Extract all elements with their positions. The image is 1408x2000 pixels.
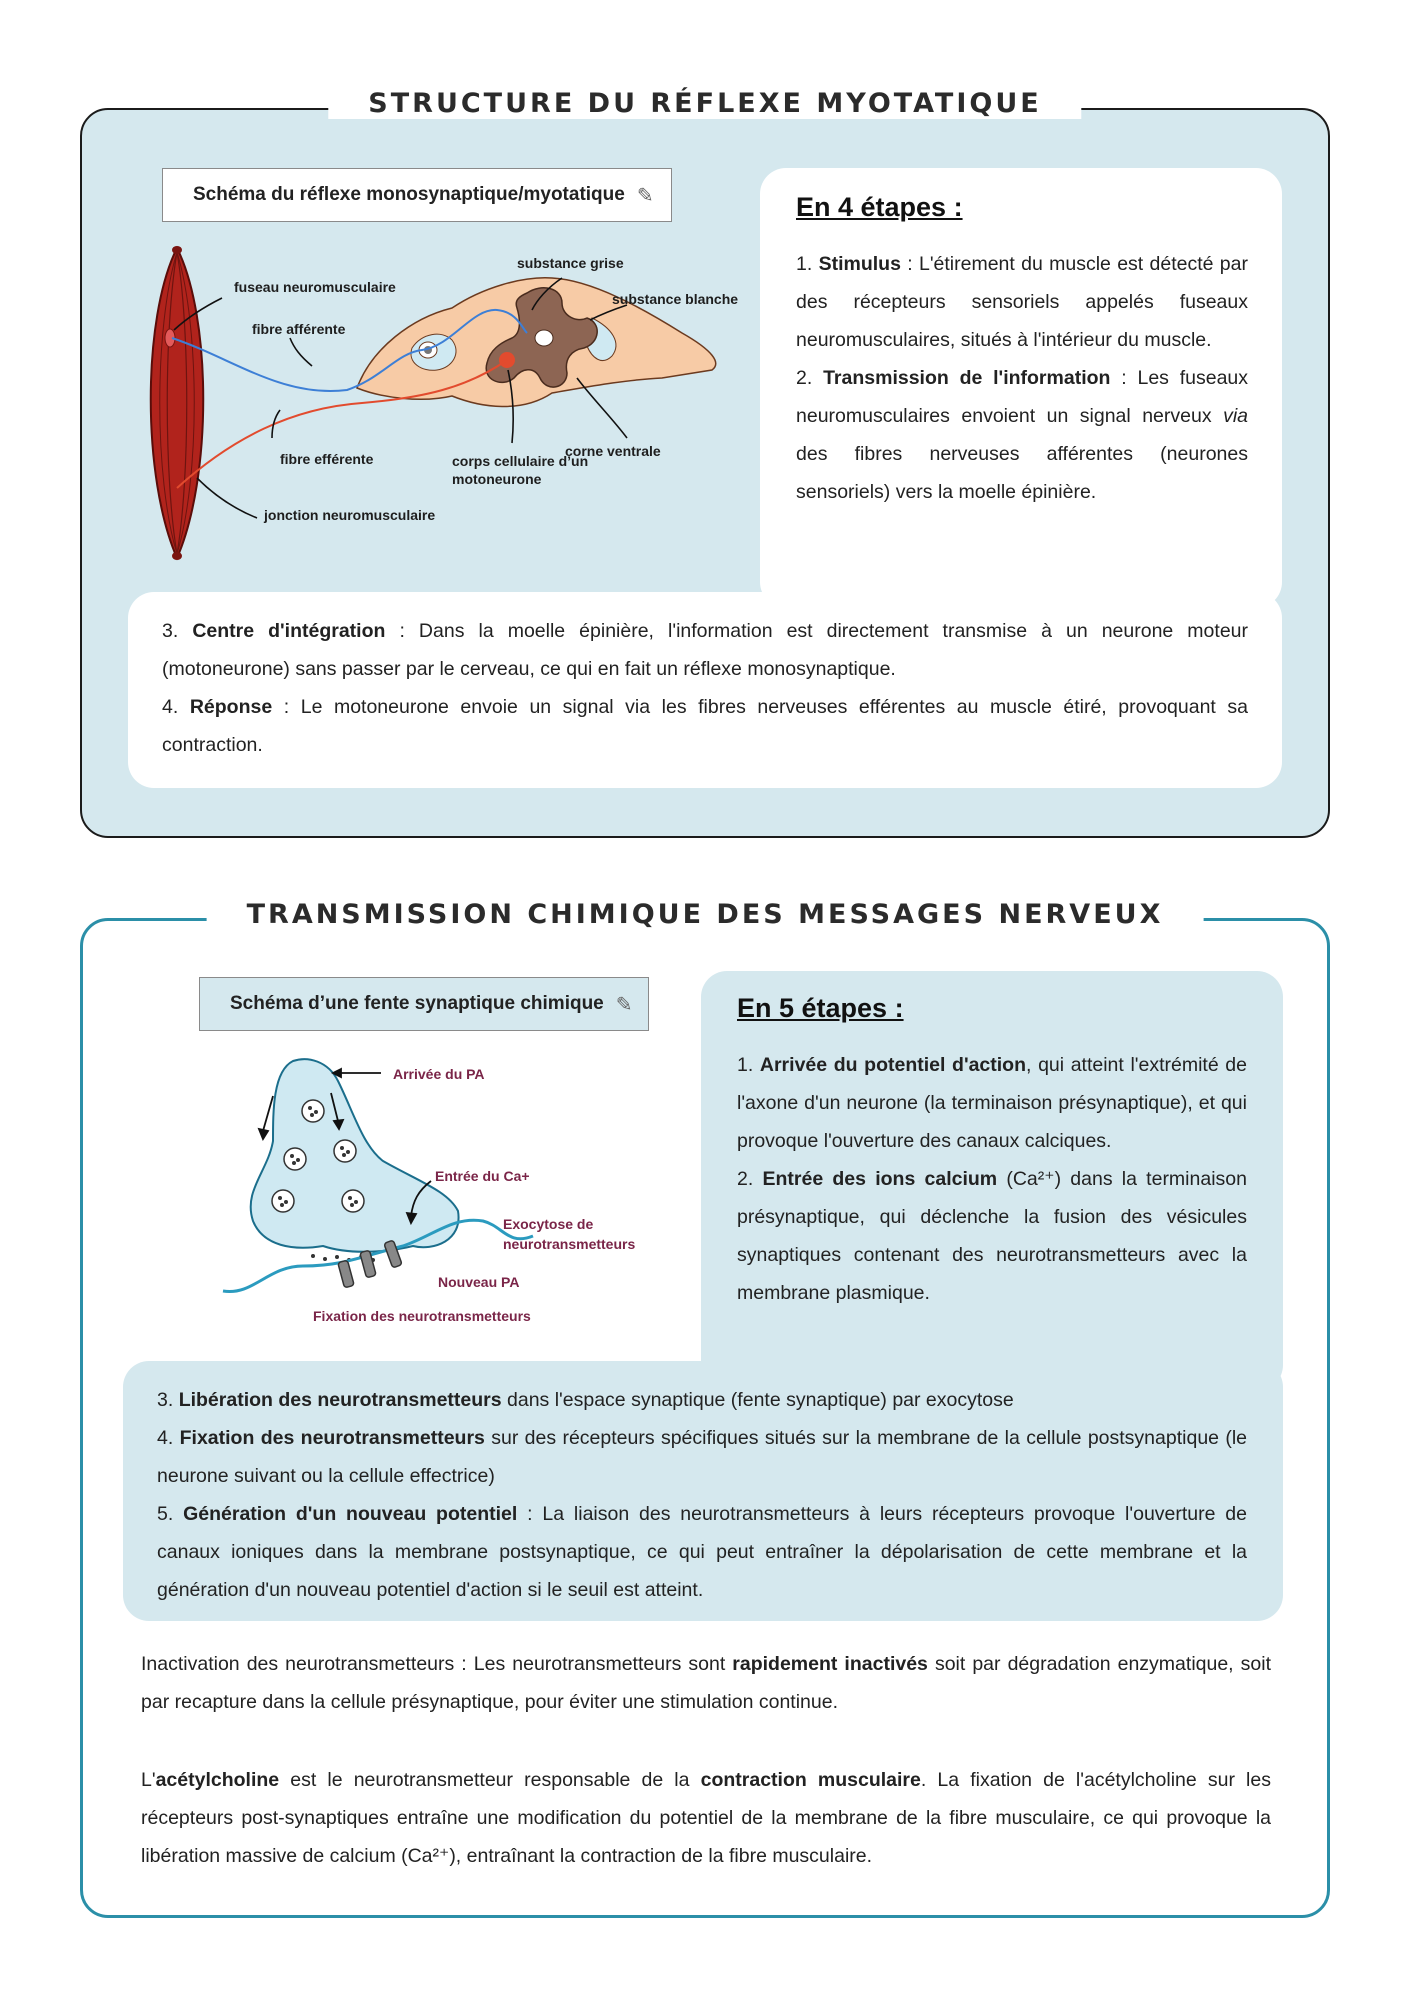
- step-5: 5. Génération d'un nouveau potentiel : La liaison des neurotransmetteurs à leurs récepteurs provoque l'ouverture de canaux ioniques dans la membrane postsynaptique, ce qui peut entraîner la dépolarisation de cette membrane et la génération d'un nouveau potentiel d'action si le seuil est atteint.: [157, 1503, 1247, 1601]
- step-3: 3. Centre d'intégration : Dans la moelle épinière, l'information est directement transmise à un neurone moteur (motoneurone) sans passer par le cerveau, ce qui en fait un réflexe monosynaptique.: [162, 620, 1248, 680]
- steps-card-bottom: [128, 592, 1282, 788]
- label-arrivee-pa: Arrivée du PA: [393, 1066, 485, 1082]
- card-title: En 5 étapes :: [737, 993, 904, 1023]
- synapse-diagram: [213, 1051, 693, 1341]
- label-substance-grise: substance grise: [517, 255, 624, 271]
- step-4: 4. Réponse : Le motoneurone envoie un signal via les fibres nerveuses efférentes au muscle étiré, provoquant sa contraction.: [162, 696, 1248, 756]
- section-title: TRANSMISSION CHIMIQUE DES MESSAGES NERVEUX: [207, 899, 1204, 930]
- label-entree-ca: Entrée du Ca+: [435, 1168, 530, 1184]
- label-corps-1: corps cellulaire d’un: [452, 453, 589, 469]
- label-corne-ventrale: corne ventrale: [565, 443, 661, 459]
- label-afferente: fibre afférente: [252, 321, 346, 337]
- pencil-icon: ✎: [615, 993, 633, 1016]
- label-efferente: fibre efférente: [280, 451, 374, 467]
- section-title: STRUCTURE DU RÉFLEXE MYOTATIQUE: [328, 88, 1081, 119]
- caption-text: Schéma du réflexe monosynaptique/myotatique: [193, 184, 625, 205]
- step-4: 4. Fixation des neurotransmetteurs sur des récepteurs spécifiques situés sur la membrane de la cellule postsynaptique (le neurone suivant ou la cellule effectrice): [157, 1427, 1248, 1487]
- reflex-section: [80, 88, 1330, 838]
- step-2: 2. Entrée des ions calcium (Ca²⁺) dans la terminaison présynaptique, qui déclenche la fusion des vésicules synaptiques contenant des neurotransmetteurs avec la membrane plasmique.: [737, 1168, 1247, 1304]
- label-corps-2: motoneurone: [452, 471, 542, 487]
- muscle-icon: [151, 246, 204, 560]
- step-1: 1. Arrivée du potentiel d'action, qui atteint l'extrémité de l'axone d'un neurone (la terminaison présynaptique), et qui provoque l'ouverture des canaux calciques.: [737, 1054, 1247, 1152]
- label-exocytose-2: neurotransmetteurs: [503, 1236, 636, 1252]
- steps-card-bottom: [123, 1361, 1283, 1621]
- label-nouveau-pa: Nouveau PA: [438, 1274, 520, 1290]
- pencil-icon: ✎: [636, 184, 654, 207]
- diagram-caption: [199, 977, 649, 1031]
- diagram-caption: [162, 168, 672, 222]
- label-fixation: Fixation des neurotransmetteurs: [313, 1308, 531, 1324]
- step-3: 3. Libération des neurotransmetteurs dans l'espace synaptique (fente synaptique) par exocytose: [157, 1389, 1014, 1411]
- step-1: 1. Stimulus : L'étirement du muscle est détecté par des récepteurs sensoriels appelés fuseaux neuromusculaires, situés à l'intérieur du muscle.: [796, 253, 1248, 351]
- reflex-diagram: [122, 238, 762, 568]
- steps-card-top: [701, 971, 1283, 1391]
- acetylcholine-paragraph: L'acétylcholine est le neurotransmetteur responsable de la contraction musculaire. La fixation de l'acétylcholine sur les récepteurs post-synaptiques entraîne une modification du potentiel de la membrane de la fibre musculaire, ce qui provoque la libération massive de calcium (Ca²⁺), entraînant la contraction de la fibre musculaire.: [141, 1769, 1271, 1867]
- synapse-section: [80, 899, 1330, 1918]
- inactivation-paragraph: Inactivation des neurotransmetteurs : Les neurotransmetteurs sont rapidement inactivés soit par dégradation enzymatique, soit par recapture dans la cellule présynaptique, pour éviter une stimulation continue.: [141, 1653, 1271, 1713]
- label-exocytose-1: Exocytose de: [503, 1216, 594, 1232]
- label-substance-blanche: substance blanche: [612, 291, 739, 307]
- step-2: 2. Transmission de l'information : Les fuseaux neuromusculaires envoient un signal nerveux via des fibres nerveuses afférentes (neurones sensoriels) vers la moelle épinière.: [796, 367, 1249, 503]
- card-title: En 4 étapes :: [796, 192, 963, 222]
- label-fuseau: fuseau neuromusculaire: [234, 279, 396, 295]
- steps-card-top: [760, 168, 1282, 608]
- label-jonction: jonction neuromusculaire: [264, 507, 436, 523]
- caption-text: Schéma d’une fente synaptique chimique: [230, 993, 604, 1014]
